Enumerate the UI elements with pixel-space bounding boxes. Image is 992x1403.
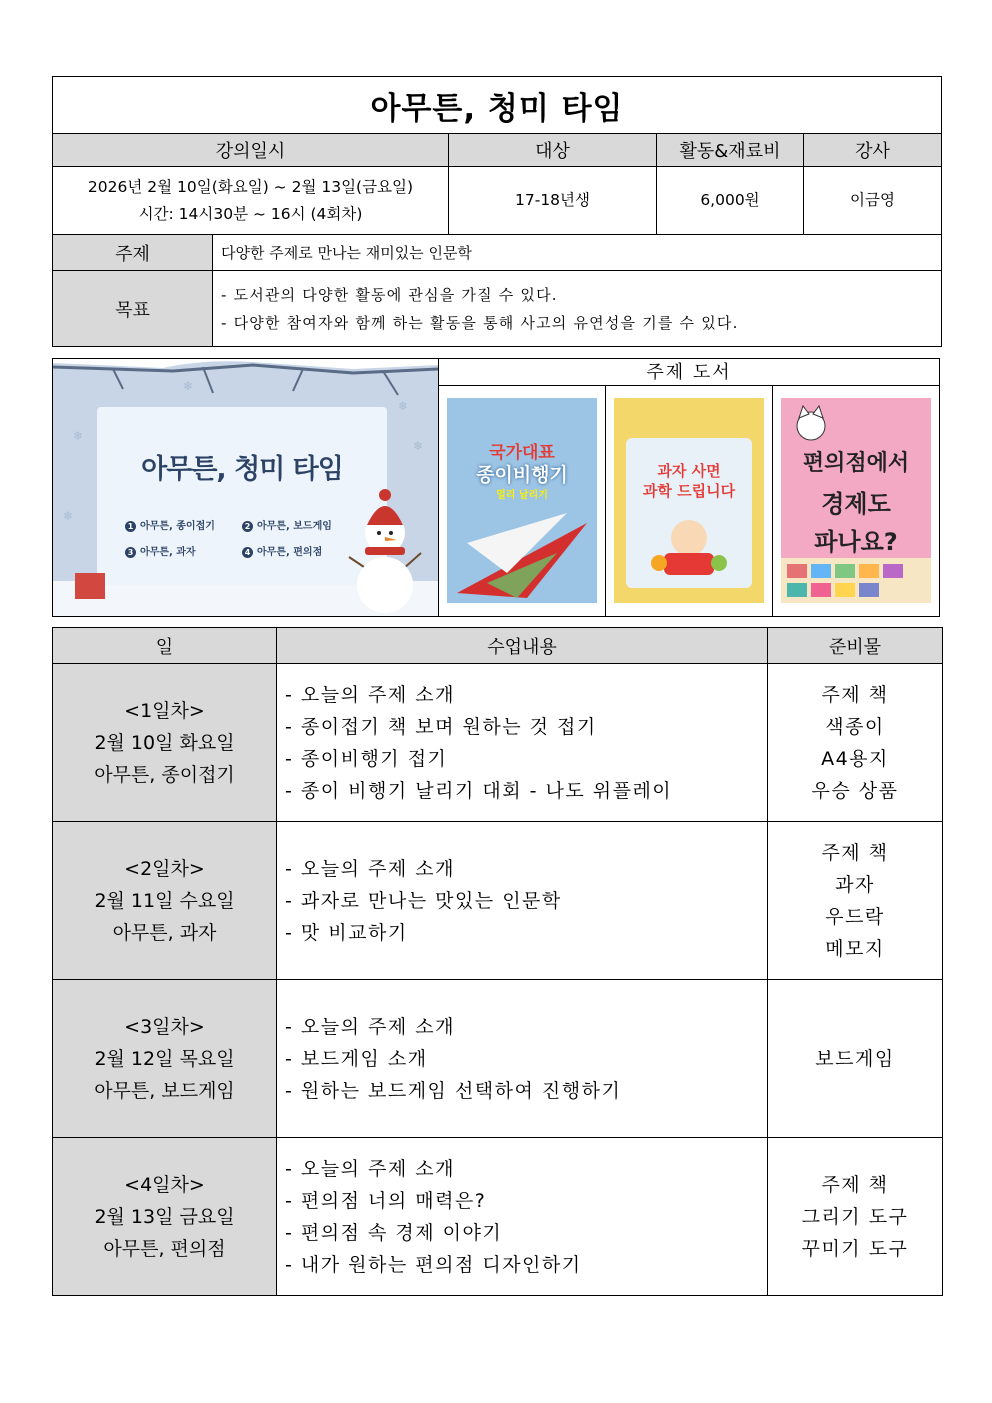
day-cell — [53, 980, 277, 1138]
content-line: - 종이접기 책 보며 원하는 것 접기 — [285, 715, 597, 738]
topic-text: 다양한 주제로 만나는 재미있는 인문학 — [213, 235, 942, 271]
fee-value: 6,000원 — [657, 167, 804, 235]
prep-cell — [768, 980, 943, 1138]
cat-character-icon — [791, 404, 831, 444]
prep-item: 색종이 — [825, 715, 885, 738]
snowflake-icon: ❄ — [63, 509, 74, 523]
prep-cell — [768, 822, 943, 980]
prep-header: 준비물 — [768, 628, 943, 664]
day-theme: 아무튼, 보드게임 — [94, 1079, 235, 1102]
store-shelf-icon — [781, 558, 931, 603]
content-line: - 맛 비교하기 — [285, 921, 408, 944]
book-cover-image: 과자 사면 과학 드립니다 — [614, 398, 764, 603]
snowflake-icon: ❄ — [413, 439, 424, 453]
table-row — [53, 822, 943, 980]
book-cover-image: 국가대표 종이비행기 멀리 날리기 — [447, 398, 597, 603]
banner-item: 1 아무튼, 종이접기 — [125, 517, 215, 532]
prep-item: 우드락 — [825, 905, 885, 928]
banner-sign — [97, 407, 387, 585]
table-row — [53, 980, 943, 1138]
content-line: - 보드게임 소개 — [285, 1047, 428, 1070]
banner-title: 아무튼, 청미 타임 — [141, 454, 343, 485]
date-header: 강의일시 — [53, 134, 449, 167]
books-header: 주제 도서 — [439, 359, 939, 386]
prep-item: 꾸미기 도구 — [801, 1237, 909, 1260]
day-date: 2월 10일 화요일 — [94, 731, 235, 754]
target-value: 17-18년생 — [449, 167, 657, 235]
info-table — [52, 76, 942, 347]
day-number: <2일차> — [124, 857, 205, 880]
day-date: 2월 13일 금요일 — [94, 1205, 235, 1228]
content-line: - 편의점 너의 매력은? — [285, 1189, 487, 1212]
page-title: 아무튼, 청미 타임 — [53, 77, 942, 134]
prep-item: A4용지 — [821, 747, 889, 770]
content-line: - 과자로 만나는 맛있는 인문학 — [285, 889, 562, 912]
goal-text — [213, 271, 942, 347]
content-cell — [277, 1138, 768, 1296]
day-cell — [53, 1138, 277, 1296]
snack-character-icon — [644, 508, 734, 578]
day-number: <1일차> — [124, 699, 205, 722]
content-cell — [277, 664, 768, 822]
prep-cell — [768, 664, 943, 822]
day-number: <4일차> — [124, 1173, 205, 1196]
day-cell — [53, 664, 277, 822]
prep-item: 보드게임 — [815, 1047, 895, 1070]
day-number: <3일차> — [124, 1015, 205, 1038]
goal-line: - 다양한 참여자와 함께 하는 활동을 통해 사고의 유연성을 기를 수 있다. — [221, 313, 739, 332]
content-line: - 원하는 보드게임 선택하여 진행하기 — [285, 1079, 622, 1102]
schedule-table — [52, 627, 943, 1296]
banner-item: 3 아무튼, 과자 — [125, 543, 196, 558]
gift-box-icon — [75, 573, 105, 599]
day-date: 2월 12일 목요일 — [94, 1047, 235, 1070]
day-date: 2월 11일 수요일 — [94, 889, 235, 912]
content-line: - 종이 비행기 날리기 대회 - 나도 위플레이 — [285, 779, 673, 802]
instructor-header: 강사 — [804, 134, 942, 167]
content-line: - 오늘의 주제 소개 — [285, 1157, 455, 1180]
content-cell — [277, 822, 768, 980]
date-cell — [53, 167, 449, 235]
content-line: - 편의점 속 경제 이야기 — [285, 1221, 503, 1244]
prep-item: 주제 책 — [821, 1173, 889, 1196]
content-line: - 오늘의 주제 소개 — [285, 683, 455, 706]
content-line: - 종이비행기 접기 — [285, 747, 448, 770]
content-header: 수업내용 — [277, 628, 768, 664]
time-range: 시간: 14시30분 ~ 16시 (4회차) — [138, 204, 363, 223]
goal-line: - 도서관의 다양한 활동에 관심을 가질 수 있다. — [221, 285, 558, 304]
snowflake-icon: ❄ — [398, 399, 409, 413]
content-line: - 오늘의 주제 소개 — [285, 857, 455, 880]
table-row — [53, 664, 943, 822]
prep-item: 우승 상품 — [811, 779, 899, 802]
snowflake-icon: ❄ — [73, 429, 84, 443]
day-theme: 아무튼, 종이접기 — [94, 763, 235, 786]
day-theme: 아무튼, 과자 — [112, 921, 217, 944]
content-line: - 오늘의 주제 소개 — [285, 1015, 455, 1038]
book-cover-image: 편의점에서 경제도 파나요? — [781, 398, 931, 603]
content-cell — [277, 980, 768, 1138]
instructor-value: 이금영 — [804, 167, 942, 235]
promo-banner — [53, 359, 439, 616]
prep-cell — [768, 1138, 943, 1296]
prep-item: 주제 책 — [821, 841, 889, 864]
banner-item: 2 아무튼, 보드게임 — [242, 517, 332, 532]
prep-item: 주제 책 — [821, 683, 889, 706]
day-theme: 아무튼, 편의점 — [103, 1237, 226, 1260]
target-header: 대상 — [449, 134, 657, 167]
goal-label: 목표 — [53, 271, 213, 347]
snowflake-icon: ❄ — [183, 379, 194, 393]
snowman-icon — [345, 487, 425, 615]
table-row — [53, 1138, 943, 1296]
prep-item: 메모지 — [825, 937, 885, 960]
topic-label: 주제 — [53, 235, 213, 271]
promo-section — [52, 358, 940, 617]
book-cover-paper-plane — [439, 386, 606, 616]
date-range: 2026년 2월 10일(화요일) ~ 2월 13일(금요일) — [87, 177, 414, 196]
paper-plane-icon — [447, 503, 597, 603]
book-cover-snack-science — [606, 386, 773, 616]
day-cell — [53, 822, 277, 980]
fee-header: 활동&재료비 — [657, 134, 804, 167]
banner-item: 4 아무튼, 편의점 — [242, 543, 322, 558]
content-line: - 내가 원하는 편의점 디자인하기 — [285, 1253, 582, 1276]
day-header: 일 — [53, 628, 277, 664]
book-cover-convenience-store — [773, 386, 939, 616]
prep-item: 과자 — [835, 873, 875, 896]
prep-item: 그리기 도구 — [801, 1205, 909, 1228]
